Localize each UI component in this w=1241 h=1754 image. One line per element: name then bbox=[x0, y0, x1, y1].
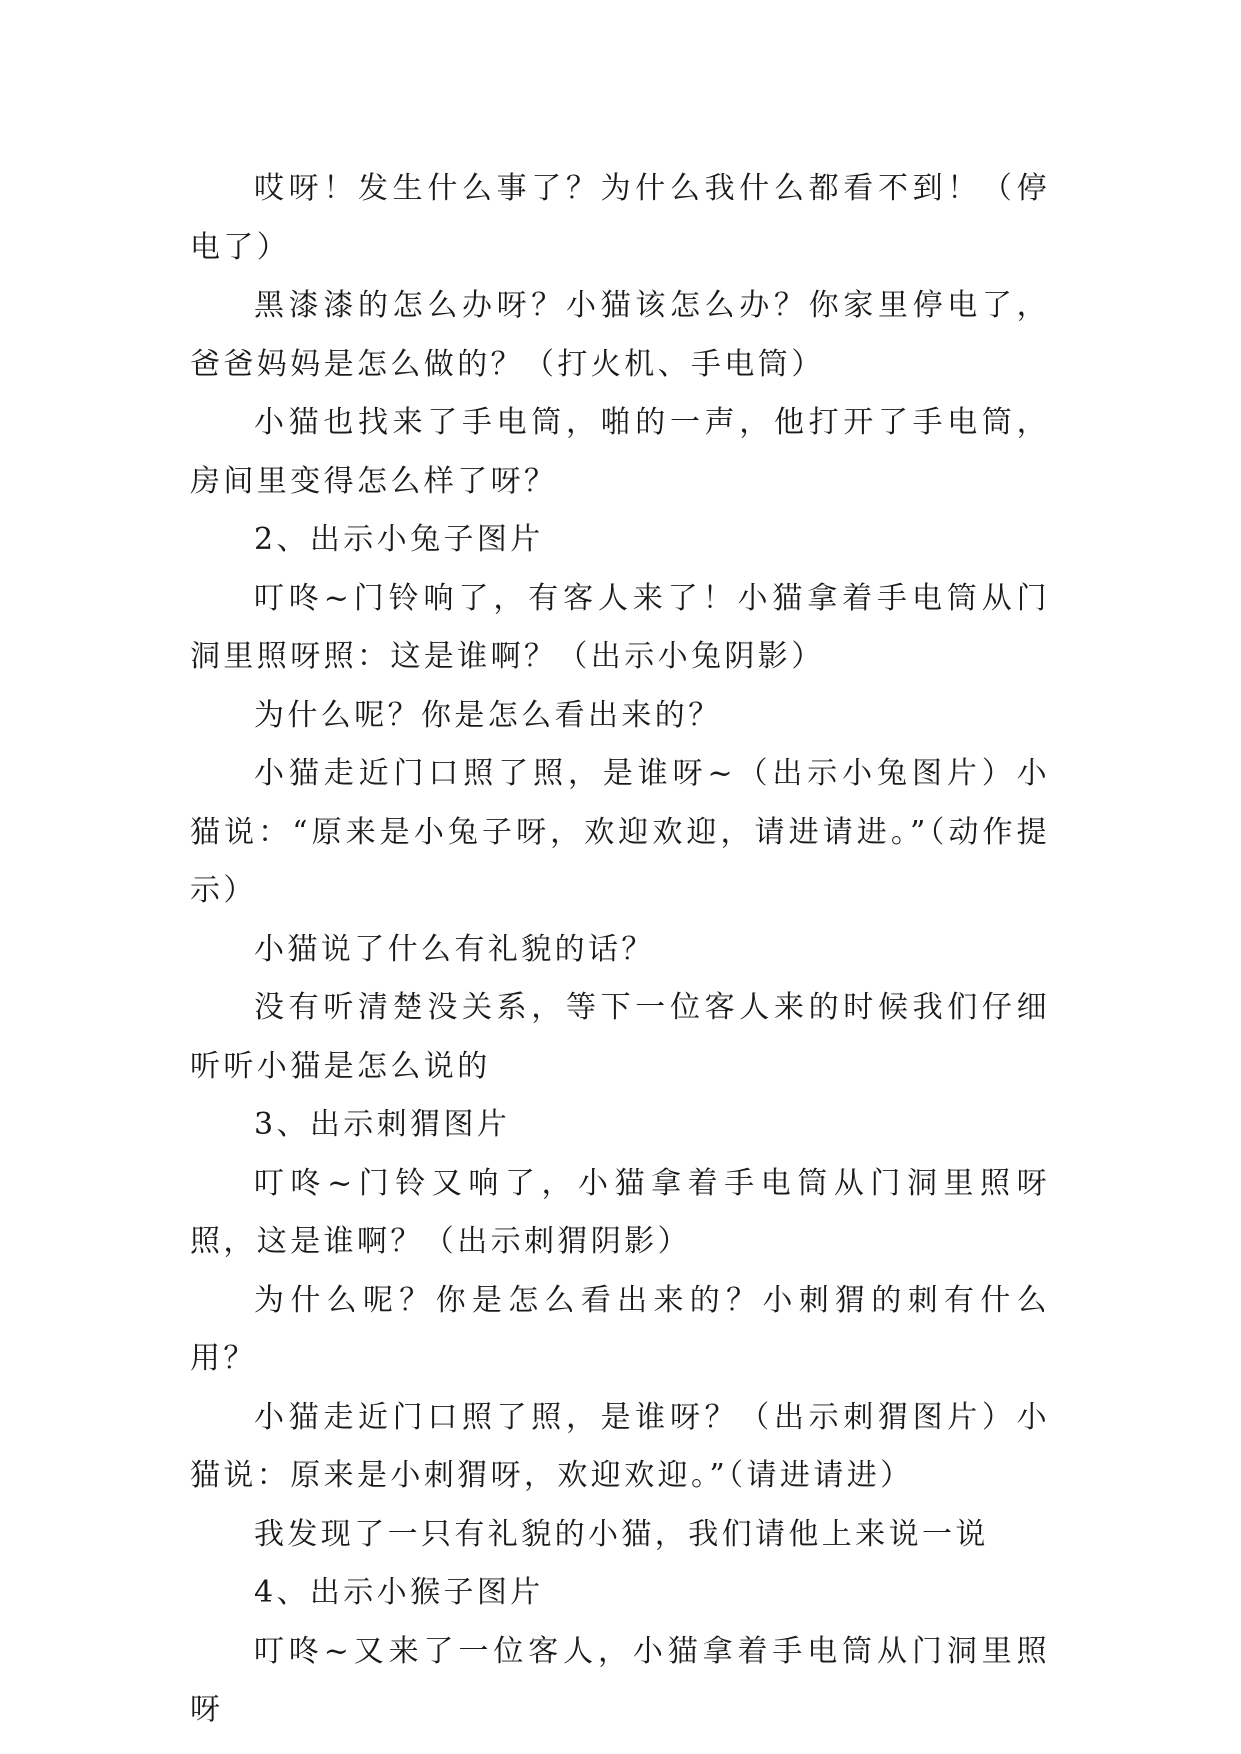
paragraph: 小猫走近门口照了照，是谁呀~（出示小兔图片）小猫说：“原来是小兔子呀，欢迎欢迎，请进请进。”（动作提示） bbox=[190, 756, 1050, 908]
paragraph: 哎呀！发生什么事了？为什么我什么都看不到！（停电了） bbox=[190, 171, 1050, 265]
paragraph: 我发现了一只有礼貌的小猫，我们请他上来说一说 bbox=[254, 1516, 989, 1552]
paragraph: 没有听清楚没关系，等下一位客人来的时候我们仔细听听小猫是怎么说的 bbox=[190, 990, 1050, 1084]
paragraph: 黑漆漆的怎么办呀？小猫该怎么办？你家里停电了，爸爸妈妈是怎么做的？（打火机、手电筒） bbox=[190, 288, 1050, 382]
paragraph: 小猫说了什么有礼貌的话？ bbox=[254, 931, 655, 967]
section-heading: 3、出示刺猬图片 bbox=[254, 1107, 511, 1142]
paragraph: 为什么呢？你是怎么看出来的？ bbox=[254, 697, 722, 733]
paragraph: 叮咚~门铃又响了，小猫拿着手电筒从门洞里照呀照，这是谁啊？（出示刺猬阴影） bbox=[190, 1165, 1050, 1259]
paragraph: 叮咚~又来了一位客人，小猫拿着手电筒从门洞里照呀 bbox=[190, 1633, 1050, 1727]
paragraph: 为什么呢？你是怎么看出来的？小刺猬的刺有什么用？ bbox=[190, 1282, 1050, 1376]
section-heading: 2、出示小兔子图片 bbox=[254, 522, 544, 557]
paragraph: 小猫也找来了手电筒，啪的一声，他打开了手电筒，房间里变得怎么样了呀？ bbox=[190, 405, 1050, 499]
document-page bbox=[190, 160, 1050, 1740]
paragraph: 小猫走近门口照了照，是谁呀？（出示刺猬图片）小猫说：原来是小刺猬呀，欢迎欢迎。”（请进请进） bbox=[190, 1399, 1050, 1493]
section-heading: 4、出示小猴子图片 bbox=[254, 1575, 544, 1610]
paragraph: 叮咚~门铃响了，有客人来了！小猫拿着手电筒从门洞里照呀照：这是谁啊？（出示小兔阴影） bbox=[190, 580, 1050, 674]
